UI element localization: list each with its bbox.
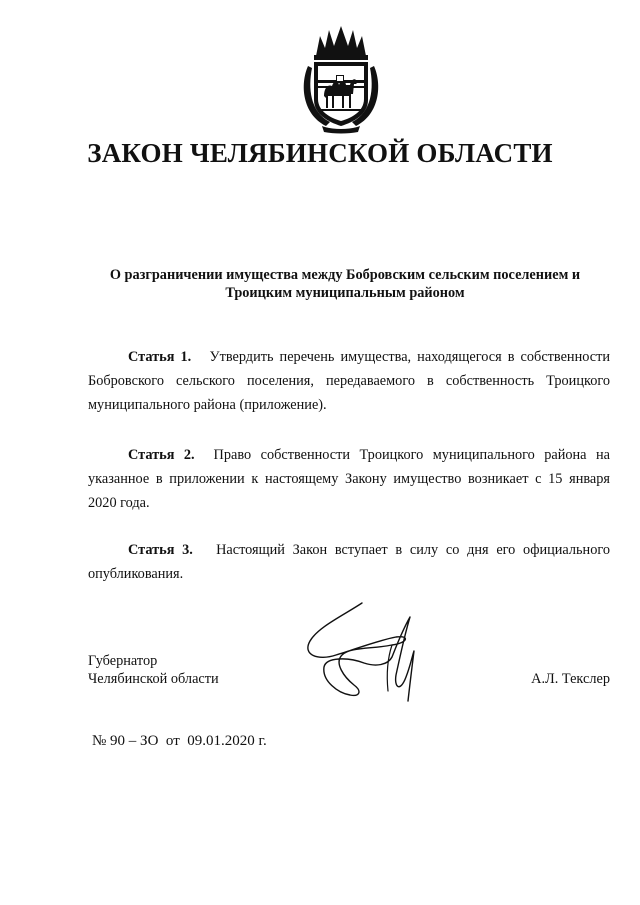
article-1-first-line: Утвердить перечень имущества, находящегося в собственности [209, 349, 610, 365]
article-3-first-line: Настоящий Закон вступает в силу со дня его официального [216, 542, 610, 558]
article-2-number: Статья 2. [128, 447, 195, 463]
article-2 [88, 443, 610, 515]
article-3 [88, 538, 610, 586]
article-2-first-line: Право собственности Троицкого муниципального района на [213, 447, 610, 463]
signatory-title-line-2: Челябинской области [88, 671, 219, 687]
law-subject-line-1: О разграничении имущества между Бобровским сельским поселением и [109, 267, 581, 283]
law-subject [80, 266, 610, 302]
article-2-text: указанное в приложении к настоящему Закону имущество возникает с 15 января 2020 года. [88, 471, 610, 511]
coat-of-arms-icon [298, 22, 384, 134]
law-title: ЗАКОН ЧЕЛЯБИНСКОЙ ОБЛАСТИ [87, 138, 553, 168]
article-3-text: опубликования. [88, 566, 184, 582]
signatory-title-line-1: Губернатор [88, 653, 158, 669]
signatory-name: А.Л. Текслер [531, 671, 610, 687]
article-1-number: Статья 1. [128, 349, 192, 365]
law-subject-line-2: Троицким муниципальным районом [225, 285, 465, 301]
article-1-text: Бобровского сельского поселения, передаваемого в собственность Троицкого муниципального района (приложение). [88, 373, 610, 413]
article-3-number: Статья 3. [128, 542, 193, 558]
article-1 [88, 345, 610, 417]
law-number: № 90 – ЗО от 09.01.2020 г. [92, 733, 267, 749]
signatory-title [88, 652, 219, 688]
signature-image [292, 597, 426, 705]
